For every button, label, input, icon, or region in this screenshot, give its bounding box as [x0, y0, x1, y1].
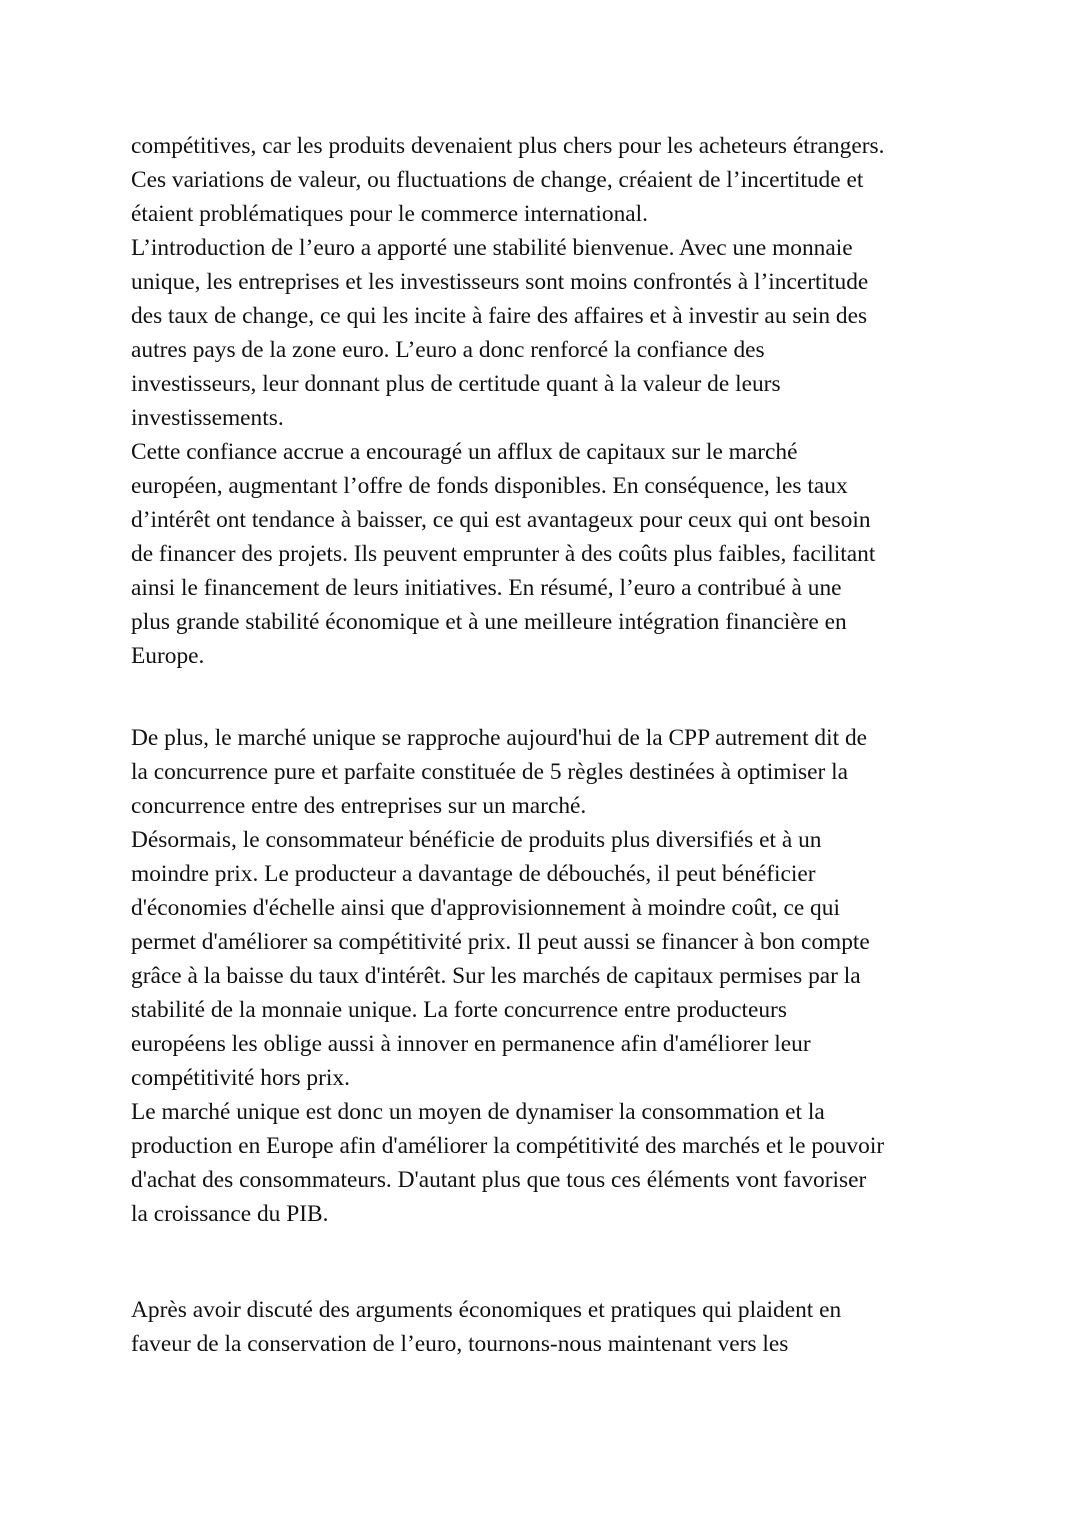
text-line: plus grande stabilité économique et à une meilleure intégration financière en: [131, 609, 847, 635]
text-line: Désormais, le consommateur bénéficie de produits plus diversifiés et à un: [131, 827, 822, 853]
text-line: Ces variations de valeur, ou fluctuations de change, créaient de l’incertitude et: [131, 167, 864, 193]
paragraph-block-transition: [131, 1293, 961, 1361]
text-line: européens les oblige aussi à innover en permanence afin d'améliorer leur: [131, 1031, 811, 1057]
text-line: Après avoir discuté des arguments économiques et pratiques qui plaident en: [131, 1297, 842, 1323]
text-line: d’intérêt ont tendance à baisser, ce qui est avantageux pour ceux qui ont besoin: [131, 507, 871, 533]
text-line: grâce à la baisse du taux d'intérêt. Sur les marchés de capitaux permises par la: [131, 963, 861, 989]
text-line: d'économies d'échelle ainsi que d'approvisionnement à moindre coût, ce qui: [131, 895, 840, 921]
text-line: Europe.: [131, 643, 205, 669]
text-line: compétitivité hors prix.: [131, 1065, 350, 1091]
text-line: des taux de change, ce qui les incite à faire des affaires et à investir au sein des: [131, 303, 868, 329]
paragraph-block-single-market: [131, 721, 961, 1231]
text-line: européen, augmentant l’offre de fonds disponibles. En conséquence, les taux: [131, 473, 848, 499]
text-line: la croissance du PIB.: [131, 1201, 329, 1227]
text-line: Le marché unique est donc un moyen de dynamiser la consommation et la: [131, 1099, 825, 1125]
text-line: permet d'améliorer sa compétitivité prix. Il peut aussi se financer à bon compte: [131, 929, 870, 955]
text-line: de financer des projets. Ils peuvent emprunter à des coûts plus faibles, facilitant: [131, 541, 876, 567]
text-line: unique, les entreprises et les investisseurs sont moins confrontés à l’incertitude: [131, 269, 869, 295]
text-line: la concurrence pure et parfaite constituée de 5 règles destinées à optimiser la: [131, 759, 848, 785]
text-line: faveur de la conservation de l’euro, tournons-nous maintenant vers les: [131, 1331, 789, 1357]
text-line: concurrence entre des entreprises sur un marché.: [131, 793, 587, 819]
paragraph-block-euro-stability: [131, 129, 961, 673]
text-line: autres pays de la zone euro. L’euro a donc renforcé la confiance des: [131, 337, 765, 363]
text-line: compétitives, car les produits devenaient plus chers pour les acheteurs étrangers.: [131, 133, 885, 159]
text-line: moindre prix. Le producteur a davantage de débouchés, il peut bénéficier: [131, 861, 816, 887]
text-line: d'achat des consommateurs. D'autant plus que tous ces éléments vont favoriser: [131, 1167, 867, 1193]
text-line: Cette confiance accrue a encouragé un afflux de capitaux sur le marché: [131, 439, 798, 465]
text-line: production en Europe afin d'améliorer la compétitivité des marchés et le pouvoir: [131, 1133, 885, 1159]
text-line: investisseurs, leur donnant plus de certitude quant à la valeur de leurs: [131, 371, 781, 397]
text-line: investissements.: [131, 405, 284, 431]
text-line: étaient problématiques pour le commerce international.: [131, 201, 648, 227]
text-line: ainsi le financement de leurs initiatives. En résumé, l’euro a contribué à une: [131, 575, 842, 601]
text-line: L’introduction de l’euro a apporté une stabilité bienvenue. Avec une monnaie: [131, 235, 853, 261]
text-line: De plus, le marché unique se rapproche aujourd'hui de la CPP autrement dit de: [131, 725, 868, 751]
text-line: stabilité de la monnaie unique. La forte concurrence entre producteurs: [131, 997, 787, 1023]
